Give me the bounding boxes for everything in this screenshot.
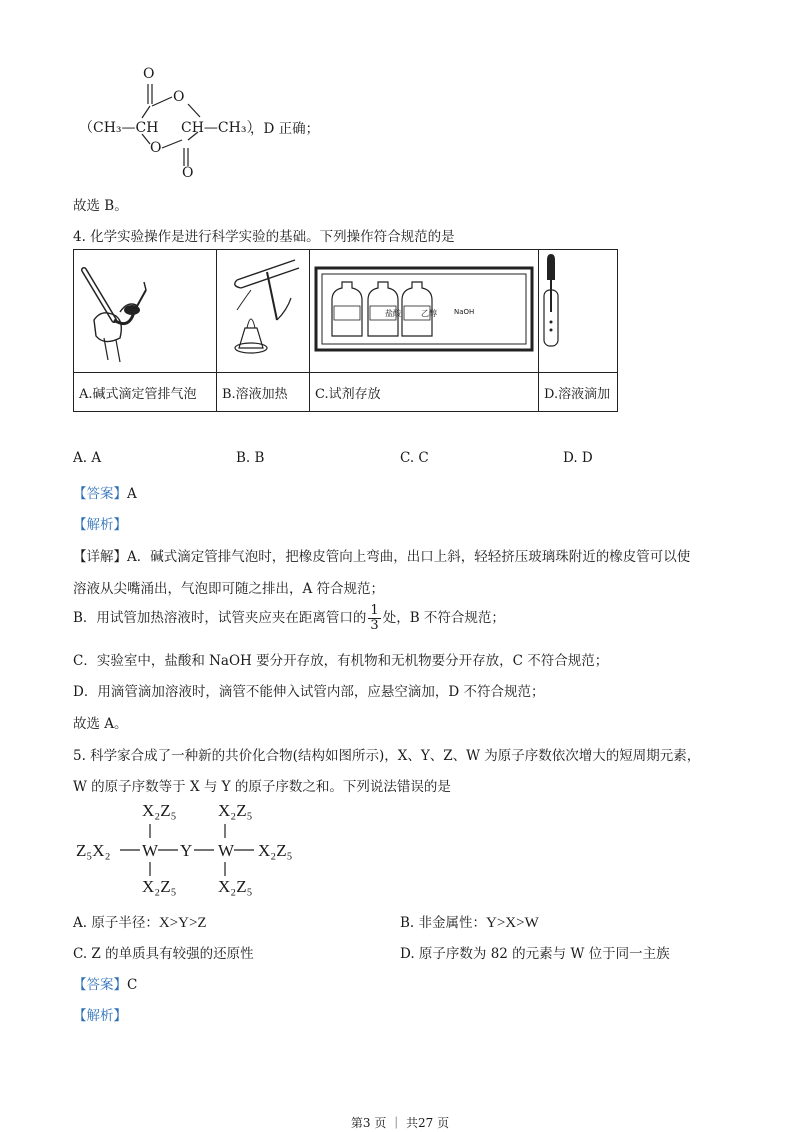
right-group: CH—CH₃） (181, 120, 261, 136)
option-b-label: B. 非金属性： (400, 915, 487, 931)
dropper-illustration (539, 250, 617, 368)
label-a: A.碱式滴定管排气泡 (74, 373, 217, 412)
q5-stem-line1: 5. 科学家合成了一种新的共价化合物(结构如图所示)，X、Y、Z、W 为原子序数依次增大的短周期元素， (73, 748, 701, 764)
answer-tag: 【答案】 (73, 486, 127, 502)
q5-option-b (400, 911, 539, 932)
label-d: D.溶液滴加 (539, 373, 618, 412)
cell-dropper-image (539, 250, 618, 373)
detail-tag: 【详解】 (73, 549, 127, 565)
q4-detail-b (73, 604, 505, 633)
ring-o-top: O (173, 89, 185, 105)
q3-end: 故选 B。 (73, 198, 128, 214)
q5-bond-lines (70, 800, 310, 900)
q4-option-d: D. D (563, 450, 593, 466)
q4-conclusion: 故选 A。 (73, 716, 128, 732)
label-b: B.溶液加热 (217, 373, 310, 412)
burette-bubble-illustration (74, 250, 216, 368)
frac-den: 3 (370, 618, 379, 633)
frac-num: 1 (370, 603, 379, 618)
page-footer: 第3 页 ｜ 共27 页 (350, 1116, 450, 1130)
q4-analysis-tag: 【解析】 (73, 517, 127, 533)
label-c: C.试剂存放 (310, 373, 539, 412)
carbonyl-o-top: O (143, 66, 155, 82)
fraction-one-third (368, 604, 380, 633)
bottle-label-hcl: 盐酸 (385, 309, 401, 318)
w-atom-2: W (218, 841, 235, 860)
bottle-label-naoh: NaOH (454, 308, 475, 316)
q4-option-c: C. C (400, 450, 429, 466)
q4-detail-d: D．用滴管滴加溶液时，滴管不能伸入试管内部，应悬空滴加，D 不符合规范； (73, 684, 545, 700)
bottle-label-ethanol: 乙醇 (421, 309, 437, 318)
q5-option-a (73, 911, 207, 932)
q4-detail-a-line2: 溶液从尖嘴涌出，气泡即可随之排出，A 符合规范； (73, 581, 385, 597)
q4-detail-a-line1 (73, 545, 690, 565)
heating-illustration (217, 250, 309, 368)
bottom-left-group: X₂Z₅ (142, 877, 177, 896)
q5-answer-value: C (127, 977, 138, 993)
q4-option-a: A. A (73, 450, 102, 466)
cell-burette-image (74, 250, 217, 373)
detail-a-text: A．碱式滴定管排气泡时，把橡皮管向上弯曲，出口上斜，轻轻挤压玻璃珠附近的橡皮管可以使 (127, 549, 691, 565)
right-group: X₂Z₅ (258, 841, 293, 860)
top-right-group: X₂Z₅ (218, 801, 253, 820)
ring-o-bottom: O (150, 140, 162, 156)
detail-b-post: 处，B 不符合规范； (382, 610, 505, 626)
y-atom: Y (180, 841, 193, 860)
option-a-value: X>Y>Z (158, 915, 207, 931)
carbonyl-o-bottom: O (182, 165, 194, 181)
q5-answer-tag: 【答案】 (73, 977, 127, 993)
q5-option-d: D. 原子序数为 82 的元素与 W 位于同一主族 (400, 946, 670, 962)
detail-b-pre: B．用试管加热溶液时，试管夹应夹在距离管口的 (73, 610, 367, 626)
top-conclusion: ，D 正确； (250, 121, 320, 137)
q5-answer-line (73, 973, 137, 993)
answer-value: A (127, 486, 137, 502)
q4-operations-table (73, 249, 618, 412)
q4-answer-line (73, 482, 137, 502)
q4-stem: 4. 化学实验操作是进行科学实验的基础。下列操作符合规范的是 (73, 229, 455, 245)
option-b-value: Y>X>W (486, 915, 539, 931)
q4-detail-c: C．实验室中，盐酸和 NaOH 要分开存放，有机物和无机物要分开存放，C 不符合规范； (73, 653, 609, 669)
q4-option-b: B. B (236, 450, 265, 466)
left-group: （CH₃—CH (79, 120, 159, 136)
top-left-group: X₂Z₅ (142, 801, 177, 820)
q5-analysis-tag: 【解析】 (73, 1008, 127, 1024)
q5-option-c: C. Z 的单质具有较强的还原性 (73, 946, 254, 962)
option-a-label: A. 原子半径： (73, 915, 159, 931)
q5-stem-line2: W 的原子序数等于 X 与 Y 的原子序数之和。下列说法错误的是 (73, 779, 451, 795)
bottom-right-group: X₂Z₅ (218, 877, 253, 896)
w-atom-1: W (142, 841, 159, 860)
left-group: Z₅X₂ (76, 841, 111, 860)
cell-heating-image (217, 250, 310, 373)
